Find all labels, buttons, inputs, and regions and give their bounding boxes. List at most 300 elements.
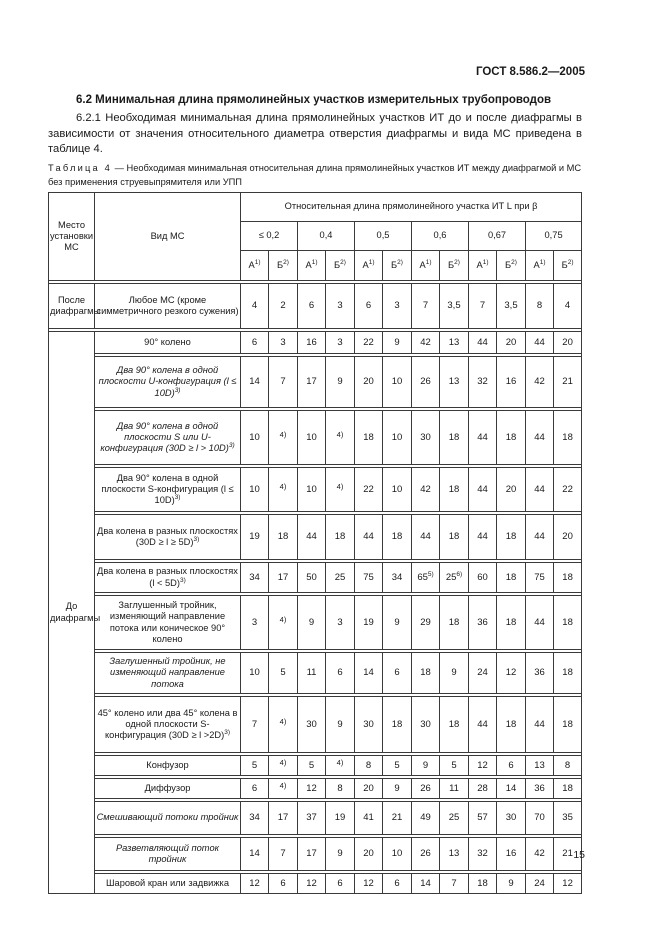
value-text: 20 — [505, 483, 517, 495]
beta-header: 0,67 — [469, 222, 526, 251]
value-text: 20 — [505, 336, 517, 348]
value-cell — [298, 596, 326, 650]
value-cell — [269, 756, 298, 776]
value-cell — [326, 802, 355, 835]
mc-kind — [95, 357, 241, 408]
value-cell — [554, 756, 582, 776]
value-text: 4) — [279, 716, 287, 726]
value-text: 37 — [306, 812, 317, 824]
value-text: 44 — [306, 531, 317, 543]
value-text: 16 — [505, 848, 517, 860]
value-text: 17 — [277, 812, 289, 824]
value-cell — [412, 332, 440, 354]
value-text: 12 — [363, 877, 374, 889]
value-text: 18 — [562, 667, 573, 679]
value-text: 18 — [562, 431, 573, 443]
value-cell — [298, 332, 326, 354]
value-text: 18 — [391, 718, 403, 730]
value-text: 4) — [279, 757, 287, 767]
value-text: 44 — [420, 531, 431, 543]
value-cell — [241, 357, 269, 408]
value-cell — [469, 596, 497, 650]
value-text: 10 — [306, 431, 317, 443]
value-text: 2 — [280, 300, 286, 312]
mc-kind-text: 45° колено или два 45° колена в одной плоскости S-конфигурация (30D ≥ l >2D) — [97, 707, 238, 741]
group-before-diaphragm: До диафрагмы — [49, 332, 95, 894]
value-text: 11 — [449, 782, 459, 794]
value-cell — [497, 563, 526, 593]
value-text: 50 — [306, 571, 317, 583]
value-cell — [383, 284, 412, 329]
value-text: 44 — [534, 336, 545, 348]
value-text: 18 — [448, 718, 460, 730]
value-cell — [412, 874, 440, 894]
value-cell — [326, 596, 355, 650]
mc-kind — [95, 802, 241, 835]
value-text: 6 — [394, 667, 400, 679]
header-place: Место установки МС — [49, 193, 95, 281]
value-text: 9 — [308, 616, 315, 628]
table-caption — [48, 162, 582, 189]
value-cell — [526, 468, 554, 512]
value-cell — [355, 756, 383, 776]
page-number: 15 — [573, 849, 585, 861]
value-cell — [526, 838, 554, 871]
footnote-ref: 1) — [539, 258, 546, 266]
column-a-header: $А^{1)}$ — [298, 251, 326, 281]
value-cell — [269, 838, 298, 871]
value-cell — [554, 802, 582, 835]
value-text: 6 — [308, 300, 315, 312]
column-b-header: $Б^{2)}$ — [497, 251, 526, 281]
value-cell — [412, 653, 440, 694]
value-text: 26 — [420, 782, 431, 794]
column-b-header: $Б^{2)}$ — [440, 251, 469, 281]
column-a-header: $А^{1)}$ — [469, 251, 497, 281]
table-row — [49, 357, 582, 408]
value-text: 32 — [477, 376, 488, 388]
value-text: 12 — [306, 782, 317, 794]
column-a-header: $А^{1)}$ — [526, 251, 554, 281]
value-cell — [298, 802, 326, 835]
value-cell — [326, 756, 355, 776]
value-cell — [469, 756, 497, 776]
value-cell — [298, 653, 326, 694]
footnote-ref: 1) — [425, 258, 432, 266]
value-cell — [326, 357, 355, 408]
value-cell — [412, 779, 440, 799]
value-text: 30 — [420, 718, 431, 730]
value-text: 75 — [534, 571, 545, 583]
value-cell — [241, 653, 269, 694]
value-text: 18 — [391, 531, 403, 543]
value-cell — [383, 697, 412, 753]
value-text: 44 — [534, 616, 545, 628]
value-text: 32 — [477, 848, 488, 860]
standard-number: ГОСТ 8.586.2—2005 — [475, 66, 585, 78]
value-text: 42 — [420, 483, 431, 495]
value-text: 3 — [394, 300, 400, 312]
value-cell — [241, 779, 269, 799]
value-cell — [440, 411, 469, 465]
value-text: 18 — [562, 782, 573, 794]
value-cell — [383, 515, 412, 560]
footnote-ref: 1) — [254, 258, 261, 266]
value-text: 18 — [448, 616, 460, 628]
footnote-ref: 6) — [456, 570, 463, 578]
value-cell — [412, 756, 440, 776]
value-cell — [326, 653, 355, 694]
mc-kind — [95, 697, 241, 753]
value-text: 19 — [249, 531, 260, 543]
table-row — [49, 874, 582, 894]
value-text: 4) — [279, 429, 287, 439]
value-text: 12 — [306, 877, 317, 889]
value-cell — [241, 756, 269, 776]
value-cell — [469, 357, 497, 408]
value-text: 44 — [534, 431, 545, 443]
value-cell — [554, 332, 582, 354]
mc-kind-text: Любое МС (кроме симметричного резкого сужения) — [96, 294, 239, 316]
table-row — [49, 515, 582, 560]
header-kind: Вид МС — [95, 193, 241, 281]
footnote-ref: 2) — [340, 258, 346, 266]
value-text: 3 — [280, 336, 286, 348]
value-cell — [526, 515, 554, 560]
value-cell — [355, 284, 383, 329]
value-text: 65 — [417, 571, 428, 583]
value-cell — [383, 411, 412, 465]
value-text: 44 — [477, 718, 488, 730]
value-cell — [554, 357, 582, 408]
value-cell — [241, 468, 269, 512]
value-text: 8 — [365, 759, 372, 771]
value-text: 44 — [477, 531, 488, 543]
value-cell — [526, 563, 554, 593]
value-text: 3 — [337, 300, 343, 312]
value-cell — [355, 332, 383, 354]
value-cell — [383, 653, 412, 694]
value-cell — [440, 563, 469, 593]
value-cell — [440, 284, 469, 329]
value-cell — [526, 697, 554, 753]
value-text: 7 — [451, 877, 457, 889]
value-cell — [326, 468, 355, 512]
value-text: 44 — [363, 531, 374, 543]
value-cell — [469, 468, 497, 512]
value-cell — [269, 515, 298, 560]
value-cell — [269, 357, 298, 408]
value-text: 16 — [505, 376, 517, 388]
value-text: 6 — [365, 300, 372, 312]
value-text: 44 — [477, 336, 488, 348]
footnote-ref: 1) — [368, 258, 375, 266]
value-text: 18 — [277, 531, 289, 543]
value-text: 16 — [306, 336, 317, 348]
value-text: 35 — [562, 812, 573, 824]
value-cell — [554, 874, 582, 894]
value-text: 9 — [394, 336, 400, 348]
value-text: 18 — [505, 431, 517, 443]
value-text: 4) — [336, 429, 344, 439]
table-row — [49, 838, 582, 871]
value-text: 20 — [363, 782, 374, 794]
value-cell — [554, 697, 582, 753]
value-text: 57 — [477, 812, 488, 824]
value-cell — [298, 779, 326, 799]
value-cell — [241, 563, 269, 593]
mc-kind — [95, 284, 241, 329]
value-text: 8 — [564, 759, 571, 771]
value-text: 5 — [280, 667, 286, 679]
value-cell — [269, 596, 298, 650]
value-cell — [241, 697, 269, 753]
value-cell — [497, 756, 526, 776]
value-cell — [497, 411, 526, 465]
value-text: 34 — [249, 571, 260, 583]
mc-kind — [95, 563, 241, 593]
value-text: 60 — [477, 571, 488, 583]
table-row — [49, 332, 582, 354]
value-cell — [469, 563, 497, 593]
value-text: 3 — [337, 336, 343, 348]
value-text: 20 — [363, 376, 374, 388]
value-cell — [383, 802, 412, 835]
value-cell — [383, 468, 412, 512]
footnote-ref: 3) — [174, 494, 181, 502]
value-text: 17 — [277, 571, 289, 583]
value-cell — [554, 596, 582, 650]
value-text: 12 — [562, 877, 573, 889]
value-text: 34 — [249, 812, 260, 824]
mc-kind — [95, 411, 241, 465]
value-text: 14 — [505, 782, 517, 794]
value-cell — [298, 874, 326, 894]
value-text: 3,5 — [504, 300, 518, 312]
value-text: 7 — [479, 300, 486, 312]
value-cell — [269, 284, 298, 329]
value-cell — [526, 756, 554, 776]
value-cell — [326, 284, 355, 329]
column-b-header: $Б^{2)}$ — [269, 251, 298, 281]
value-cell — [469, 332, 497, 354]
value-cell — [497, 779, 526, 799]
table-row — [49, 779, 582, 799]
value-cell — [383, 779, 412, 799]
mc-kind — [95, 756, 241, 776]
value-cell — [298, 756, 326, 776]
value-text: 10 — [391, 848, 403, 860]
table-row — [49, 596, 582, 650]
value-cell — [355, 838, 383, 871]
value-cell — [412, 515, 440, 560]
value-text: 25 — [448, 812, 460, 824]
table-row — [49, 411, 582, 465]
value-cell — [241, 411, 269, 465]
value-cell — [497, 357, 526, 408]
value-text: 18 — [505, 531, 517, 543]
value-cell — [526, 596, 554, 650]
value-cell — [440, 468, 469, 512]
value-text: 18 — [505, 616, 517, 628]
value-text: 7 — [280, 848, 286, 860]
value-text: 10 — [391, 483, 403, 495]
value-cell — [241, 515, 269, 560]
value-text: 44 — [534, 483, 545, 495]
value-cell — [526, 411, 554, 465]
value-text: 5 — [451, 759, 457, 771]
value-text: 44 — [534, 718, 545, 730]
section-heading: 6.2 Минимальная длина прямолинейных участков измерительных трубопроводов — [76, 94, 552, 106]
column-a-header: $А^{1)}$ — [355, 251, 383, 281]
beta-header: ≤ 0,2 — [241, 222, 298, 251]
footnote-ref: 5) — [427, 570, 434, 578]
value-text: 10 — [249, 431, 260, 443]
value-text: 18 — [363, 431, 374, 443]
value-text: 3,5 — [447, 300, 461, 312]
footnote-ref: 2) — [283, 258, 289, 266]
value-cell — [383, 596, 412, 650]
value-text: 8 — [337, 782, 343, 794]
value-text: 20 — [363, 848, 374, 860]
value-cell — [241, 284, 269, 329]
value-cell — [269, 802, 298, 835]
value-text: 18 — [420, 667, 431, 679]
footnote-ref: 3) — [224, 729, 230, 737]
value-cell — [469, 284, 497, 329]
value-text: 49 — [420, 812, 431, 824]
value-cell — [440, 779, 469, 799]
value-cell — [554, 411, 582, 465]
value-cell — [526, 874, 554, 894]
value-text: 10 — [391, 376, 403, 388]
beta-header: 0,4 — [298, 222, 355, 251]
value-text: 21 — [391, 812, 403, 824]
value-text: 20 — [562, 531, 573, 543]
value-cell — [497, 838, 526, 871]
value-cell — [469, 515, 497, 560]
value-text: 12 — [249, 877, 260, 889]
value-cell — [469, 653, 497, 694]
mc-kind — [95, 874, 241, 894]
mc-kind — [95, 596, 241, 650]
mc-kind — [95, 515, 241, 560]
value-cell — [269, 697, 298, 753]
value-cell — [440, 838, 469, 871]
value-cell — [298, 515, 326, 560]
value-text: 4 — [251, 300, 258, 312]
value-cell — [269, 653, 298, 694]
value-cell — [469, 697, 497, 753]
value-text: 20 — [562, 336, 573, 348]
column-b-header: $Б^{2)}$ — [326, 251, 355, 281]
value-text: 44 — [477, 483, 488, 495]
value-text: 42 — [534, 376, 545, 388]
mc-kind-text: Заглушенный тройник, изменяющий направление потока или коническое 90° колено — [109, 599, 226, 644]
value-text: 12 — [505, 667, 517, 679]
column-b-header: $Б^{2)}$ — [554, 251, 582, 281]
value-cell — [355, 697, 383, 753]
value-cell — [298, 563, 326, 593]
value-text: 6 — [508, 759, 514, 771]
value-text: 44 — [534, 531, 545, 543]
mc-kind — [95, 838, 241, 871]
value-text: 22 — [363, 336, 374, 348]
value-text: 24 — [477, 667, 488, 679]
value-cell — [554, 653, 582, 694]
value-text: 24 — [534, 877, 545, 889]
mc-kind — [95, 779, 241, 799]
value-text: 10 — [249, 483, 260, 495]
footnote-ref: 3) — [193, 535, 200, 543]
value-text: 14 — [363, 667, 374, 679]
table-row — [49, 802, 582, 835]
value-cell — [269, 874, 298, 894]
mc-kind — [95, 653, 241, 694]
value-cell — [298, 697, 326, 753]
value-text: 18 — [448, 531, 460, 543]
mc-kind-text: Шаровой кран или задвижка — [106, 877, 229, 888]
value-text: 26 — [420, 376, 431, 388]
footnote-ref: 3) — [179, 576, 186, 584]
table-row — [49, 653, 582, 694]
value-cell — [269, 468, 298, 512]
value-cell — [326, 874, 355, 894]
value-text: 30 — [363, 718, 374, 730]
mc-kind-text: Два 90° колена в одной плоскости S или U-конфигурация (30D ≥ l > 10D) — [100, 420, 229, 454]
value-text: 21 — [562, 848, 573, 860]
footnote-ref: 3) — [228, 442, 235, 450]
value-text: 36 — [477, 616, 488, 628]
value-cell — [469, 802, 497, 835]
value-cell — [383, 563, 412, 593]
value-cell — [412, 838, 440, 871]
column-a-header: $А^{1)}$ — [412, 251, 440, 281]
value-cell — [269, 411, 298, 465]
value-text: 9 — [337, 848, 343, 860]
value-text: 9 — [337, 376, 343, 388]
value-text: 6 — [251, 336, 258, 348]
value-cell — [497, 332, 526, 354]
value-text: 9 — [508, 877, 514, 889]
value-cell — [554, 563, 582, 593]
value-text: 44 — [477, 431, 488, 443]
value-cell — [355, 563, 383, 593]
value-cell — [355, 596, 383, 650]
header-length: Относительная длина прямолинейного участка ИТ L при β — [241, 193, 582, 222]
value-cell — [326, 563, 355, 593]
value-cell — [440, 697, 469, 753]
value-cell — [355, 802, 383, 835]
value-cell — [412, 284, 440, 329]
value-text: 18 — [477, 877, 488, 889]
value-cell — [298, 411, 326, 465]
value-text: 17 — [306, 848, 317, 860]
mc-kind-text: Смешивающий потоки тройник — [96, 812, 239, 823]
value-cell — [412, 802, 440, 835]
value-cell — [526, 802, 554, 835]
mc-kind — [95, 332, 241, 354]
value-cell — [269, 332, 298, 354]
value-cell — [298, 357, 326, 408]
value-text: 14 — [420, 877, 431, 889]
value-cell — [497, 697, 526, 753]
beta-header: 0,5 — [355, 222, 412, 251]
value-cell — [412, 468, 440, 512]
value-text: 75 — [363, 571, 374, 583]
value-cell — [497, 284, 526, 329]
value-text: 18 — [562, 616, 573, 628]
